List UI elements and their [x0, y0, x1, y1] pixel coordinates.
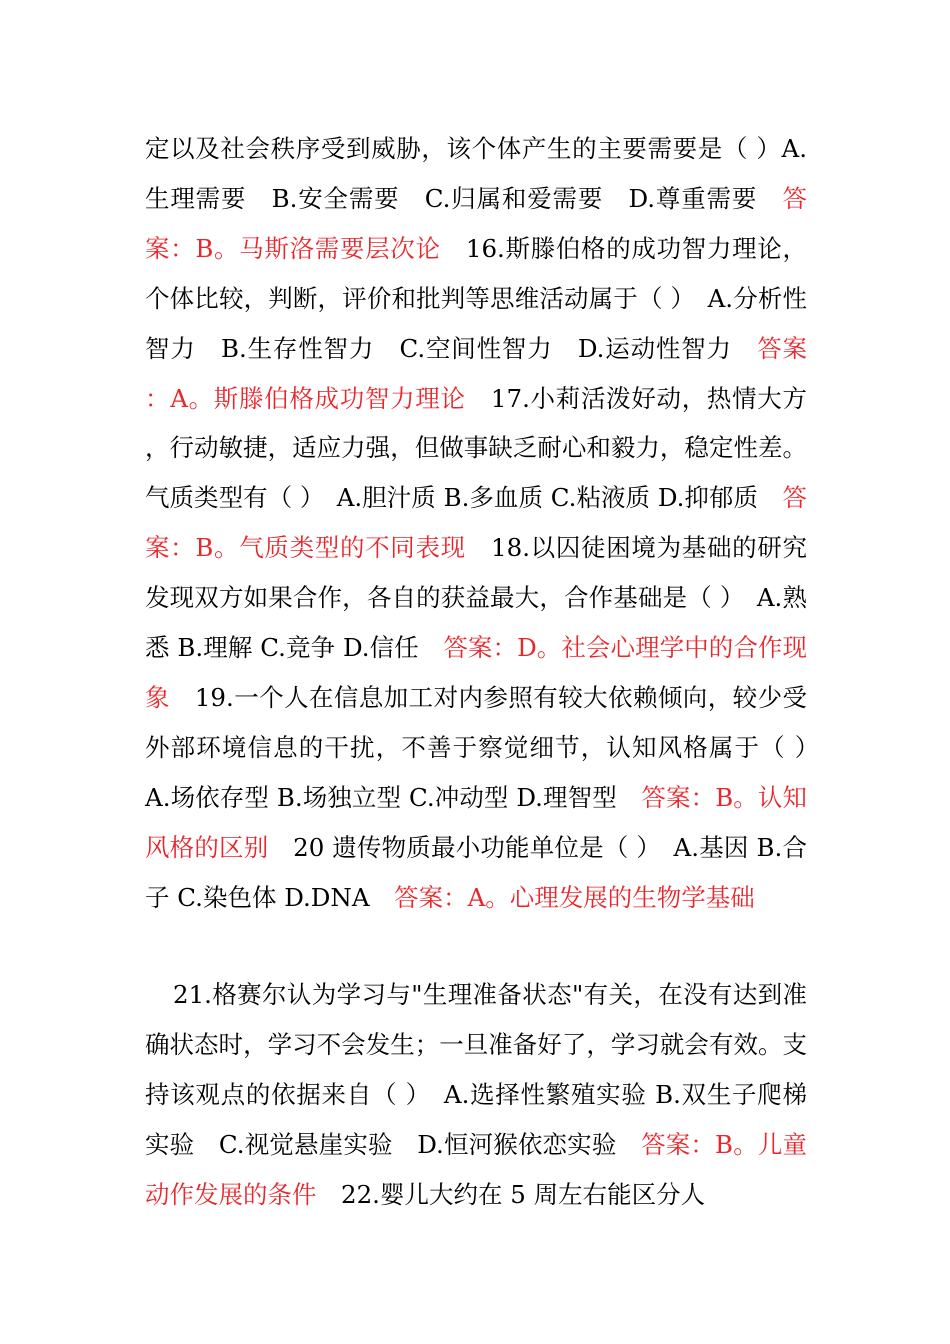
- question-text: 17.小莉活泼好动，热情大方，行动敏捷，适应力强，但做事缺乏耐心和毅力，稳定性差。气质类型有（ ） A.胆汁质 B.多血质 C.粘液质 D.抑郁质: [145, 383, 807, 513]
- question-text: 定以及社会秩序受到威胁，该个体产生的主要需要是（ ）A.生理需要 B.安全需要 C.归属和爱需要 D.尊重需要: [145, 134, 807, 213]
- question-text: 18.以囚徒困境为基础的研究发现双方如果合作，各自的获益最大，合作基础是（ ） A.熟悉 B.理解 C.竞争 D.信任: [145, 533, 807, 663]
- question-text: 20 遗传物质最小功能单位是（ ） A.基因 B.合子 C.染色体 D.DNA: [145, 832, 808, 912]
- answer-text: 答案：B。气质类型的不同表现: [145, 483, 807, 563]
- answer-text: 答案：B。儿童动作发展的条件: [145, 1129, 807, 1209]
- question-text: 16.斯滕伯格的成功智力理论，个体比较，判断，评价和批判等思维活动属于（ ） A.分析性智力 B.生存性智力 C.空间性智力 D.运动性智力: [145, 233, 807, 363]
- question-paragraph-2: [145, 970, 807, 1220]
- answer-text: 答案：D。社会心理学中的合作现象: [145, 633, 807, 712]
- answer-text: 答案：A。心理发展的生物学基础: [394, 882, 755, 912]
- question-text: 22.婴儿大约在 5 周左右能区分人: [316, 1179, 706, 1209]
- question-paragraph-1: [145, 124, 832, 923]
- answer-text: 答案：A。斯滕伯格成功智力理论: [145, 333, 808, 413]
- question-text: 21.格赛尔认为学习与"生理准备状态"有关，在没有达到准确状态时，学习不会发生；一旦准备好了，学习就会有效。支持该观点的依据来自（ ） A.选择性繁殖实验 B.双生子爬梯实验 C.视觉悬崖实验 D.恒河猴依恋实验: [145, 980, 807, 1159]
- question-text: 19.一个人在信息加工对内参照有较大依赖倾向，较少受外部环境信息的干扰，不善于察觉细节，认知风格属于（ ） A.场依存型 B.场独立型 C.冲动型 D.理智型: [145, 682, 832, 812]
- answer-text: 答案：B。马斯洛需要层次论: [145, 183, 807, 263]
- answer-text: 答案：B。认知风格的区别: [145, 782, 807, 862]
